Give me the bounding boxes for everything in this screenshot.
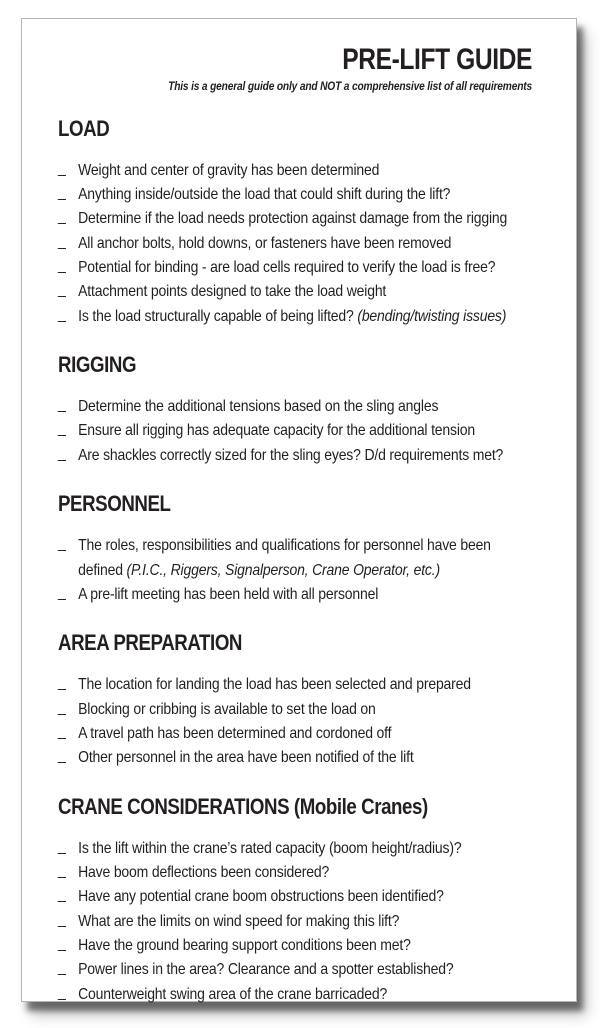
checklist-item xyxy=(58,958,535,982)
checklist xyxy=(58,159,535,329)
checklist-item xyxy=(58,837,535,861)
item-text: What are the limits on wind speed for making this lift? xyxy=(78,912,400,930)
page-title: PRE-LIFT GUIDE xyxy=(342,43,532,76)
checkbox-blank: _ xyxy=(58,886,66,904)
checklist-section xyxy=(58,117,532,329)
checkbox-blank: _ xyxy=(58,232,66,250)
page-subtitle: This is a general guide only and NOT a comprehensive list of all requirements xyxy=(168,78,532,93)
item-text: Potential for binding - are load cells required to verify the load is free? xyxy=(78,258,496,276)
checkbox-blank: _ xyxy=(58,934,66,952)
checklist-item xyxy=(58,861,535,885)
checklist-item xyxy=(58,419,535,443)
checkbox-blank: _ xyxy=(58,444,66,462)
checkbox-blank: _ xyxy=(58,281,66,299)
checklist-item xyxy=(58,910,535,934)
item-text: Is the lift within the crane’s rated capacity (boom height/radius)? xyxy=(78,839,462,857)
item-text: Have the ground bearing support conditions been met? xyxy=(78,936,411,954)
item-text: A travel path has been determined and cordoned off xyxy=(78,724,392,742)
checklist-section xyxy=(58,353,532,468)
checkbox-blank: _ xyxy=(58,535,66,553)
item-text: Are shackles correctly sized for the sling eyes? D/d requirements met? xyxy=(78,446,504,464)
checklist-section xyxy=(58,492,532,607)
checklist-item xyxy=(58,698,535,722)
checkbox-blank: _ xyxy=(58,159,66,177)
checklist-item xyxy=(58,444,535,468)
checkbox-blank: _ xyxy=(58,256,66,274)
item-text: Power lines in the area? Clearance and a spotter established? xyxy=(78,961,454,979)
item-text: Determine if the load needs protection against damage from the rigging xyxy=(78,210,508,228)
checklist-section xyxy=(58,795,532,1007)
item-note: (P.I.C., Riggers, Signalperson, Crane Operator, etc.) xyxy=(122,561,440,579)
item-text: Attachment points designed to take the load weight xyxy=(78,283,387,301)
checklist xyxy=(58,837,535,1007)
section-heading: RIGGING xyxy=(58,351,137,377)
checklist-item xyxy=(58,280,535,304)
checklist xyxy=(58,395,535,468)
checklist-item xyxy=(58,722,535,746)
checkbox-blank: _ xyxy=(58,396,66,414)
section-heading: CRANE CONSIDERATIONS (Mobile Cranes) xyxy=(58,793,428,819)
item-text: Blocking or cribbing is available to set the load on xyxy=(78,700,376,718)
checklist-section xyxy=(58,631,532,770)
item-text: Determine the additional tensions based on the sling angles xyxy=(78,398,439,416)
checklist-item xyxy=(58,159,535,183)
checklist-item xyxy=(58,934,535,958)
checklist-item xyxy=(58,534,535,583)
checklist-item xyxy=(58,232,535,256)
checklist-sections xyxy=(58,117,532,1007)
checklist xyxy=(58,673,535,770)
checklist-item xyxy=(58,673,535,697)
checkbox-blank: _ xyxy=(58,910,66,928)
checkbox-blank: _ xyxy=(58,420,66,438)
checklist-item xyxy=(58,395,535,419)
checkbox-blank: _ xyxy=(58,184,66,202)
item-text: Counterweight swing area of the crane barricaded? xyxy=(78,985,388,1003)
checkbox-blank: _ xyxy=(58,208,66,226)
item-text: The roles, responsibilities and qualifications for personnel have been defined xyxy=(78,537,491,579)
checkbox-blank: _ xyxy=(58,837,66,855)
section-heading: PERSONNEL xyxy=(58,490,171,516)
checklist-item xyxy=(58,256,535,280)
checkbox-blank: _ xyxy=(58,674,66,692)
checkbox-blank: _ xyxy=(58,305,66,323)
item-text: Anything inside/outside the load that could shift during the lift? xyxy=(78,186,451,204)
item-text: Weight and center of gravity has been determined xyxy=(78,161,380,179)
item-text: Have any potential crane boom obstructions been identified? xyxy=(78,888,444,906)
item-text: A pre-lift meeting has been held with all personnel xyxy=(78,585,379,603)
item-text: Have boom deflections been considered? xyxy=(78,864,330,882)
item-text: All anchor bolts, hold downs, or fasteners have been removed xyxy=(78,234,452,252)
checkbox-blank: _ xyxy=(58,983,66,1001)
checklist-item xyxy=(58,207,535,231)
document-header xyxy=(58,44,532,93)
checkbox-blank: _ xyxy=(58,722,66,740)
item-text: The location for landing the load has been selected and prepared xyxy=(78,676,471,694)
checklist-item xyxy=(58,183,535,207)
item-text: Other personnel in the area have been notified of the lift xyxy=(78,749,414,767)
checklist-item xyxy=(58,983,535,1007)
checklist xyxy=(58,534,535,607)
checkbox-blank: _ xyxy=(58,862,66,880)
checklist-item xyxy=(58,583,535,607)
item-note: (bending/twisting issues) xyxy=(353,307,507,325)
section-heading: AREA PREPARATION xyxy=(58,630,243,656)
checkbox-blank: _ xyxy=(58,959,66,977)
checkbox-blank: _ xyxy=(58,698,66,716)
section-heading: LOAD xyxy=(58,115,110,141)
checklist-item xyxy=(58,885,535,909)
item-text: Is the load structurally capable of being lifted? xyxy=(78,307,354,325)
checkbox-blank: _ xyxy=(58,747,66,765)
checkbox-blank: _ xyxy=(58,583,66,601)
document-card xyxy=(21,18,577,1002)
checklist-item xyxy=(58,746,535,770)
item-text: Ensure all rigging has adequate capacity for the additional tension xyxy=(78,422,476,440)
checklist-item xyxy=(58,305,535,329)
